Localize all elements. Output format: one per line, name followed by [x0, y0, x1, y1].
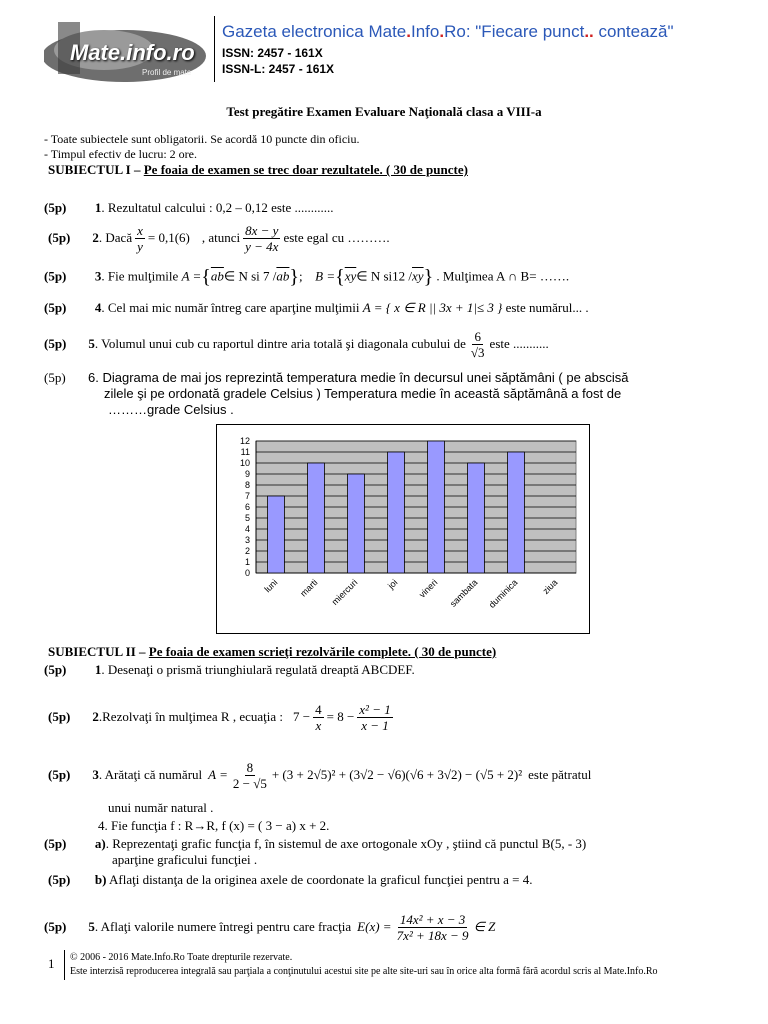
q6-line-1: 6. Diagrama de mai jos reprezintă temperatura medie în decursul unei săptămâni ( pe abscisă — [88, 370, 629, 385]
y-tick-label: 7 — [244, 491, 250, 501]
issn: ISSN: 2457 - 161X — [222, 46, 323, 60]
p5-post: ∈ Z — [473, 919, 496, 934]
problem-4a — [44, 836, 586, 852]
p2-pre: .Rezolvaţi în mulţimea R , ecuaţia : — [98, 709, 284, 724]
p2-fraction-1: $\frac{4}{x}$ — [315, 701, 322, 733]
y-tick-label: 8 — [244, 480, 250, 490]
p5-pre: . Aflaţi valorile numere întregi pentru care fracţia — [94, 919, 352, 934]
points-p5: (5p) — [44, 919, 67, 934]
question-1 — [44, 200, 334, 216]
y-tick-label: 6 — [244, 502, 250, 512]
title-dot1: . — [406, 22, 411, 41]
question-2 — [48, 218, 390, 258]
problem-1 — [44, 662, 415, 678]
q2-number: 2 — [92, 230, 99, 245]
p4a-line-2: aparţine graficului funcţiei . — [112, 852, 258, 867]
question-3: (5p) 3. Fie mulţimile $A =\{\overline{ab}\in$ N si 7 $/\overline{ab}$}; $B =\{\overline{xy}\in$ N si12 $/\overline{xy}$} . Mulţimea A ∩ B= ……. — [44, 266, 570, 288]
page-number: 1 — [48, 956, 55, 971]
subject-1-heading — [48, 162, 468, 178]
points-q2: (5p) — [48, 230, 71, 245]
p3-line-2: unui număr natural . — [108, 800, 214, 815]
q3-number: 3 — [94, 268, 102, 284]
title-ro: Ro — [444, 22, 466, 41]
logo-text: Mate.info.ro — [70, 40, 195, 65]
y-tick-label: 0 — [244, 568, 250, 578]
q6-line-2: zilele şi pe ordonată gradele Celsius ) Temperatura medie în această săptămână a fost de — [104, 386, 622, 401]
problem-5 — [44, 906, 495, 948]
q3-set-a: ∈ N si 7 / — [223, 268, 277, 284]
q2-fraction-expr: $\frac{8x - y}{y - 4x}$ — [245, 222, 279, 254]
q4-pre: . Cel mai mic număr întreg care aparţine mulţimii — [101, 300, 360, 315]
q4-number: 4 — [94, 300, 102, 315]
q2-post: este egal cu ………. — [283, 230, 390, 245]
q6-line-3: ………grade Celsius . — [108, 402, 234, 417]
p1-number: 1 — [94, 662, 102, 677]
p4-heading: 4. Fie funcţia f : R→R, f (x) = ( 3 − a) x + 2. — [98, 818, 330, 833]
q1-number: 1 — [94, 200, 102, 215]
header-title — [222, 22, 674, 42]
subject-2-title: Pe foaia de examen scrieţi rezolvările complete. ( 30 de puncte) — [148, 644, 497, 659]
doc-title: Test pregătire Examen Evaluare Naţională clasa a VIII-a — [226, 104, 542, 119]
temperature-bar-chart — [216, 424, 590, 634]
y-tick-label: 10 — [239, 458, 250, 468]
points-q3: (5p) — [44, 268, 67, 284]
q3-a-label: A = — [181, 268, 202, 284]
p5-fraction: $\frac{\text{14x² + x − 3}}{\text{7x² + 18x − 9}}$ — [396, 911, 469, 943]
q5-fraction: $\frac{6}{√3}$ — [470, 328, 485, 360]
x-tick-label: ziua — [540, 577, 560, 597]
problem-2 — [48, 696, 396, 738]
q3-set-b: ∈ N si12 / — [356, 268, 413, 284]
q3-ab: $\overline{ab}$ — [210, 268, 224, 284]
bar-miercuri — [348, 474, 365, 573]
bar-joi — [388, 452, 405, 573]
p5-e-label: E(x) = — [357, 919, 392, 934]
y-tick-label: 11 — [240, 447, 250, 457]
points-p4a: (5p) — [44, 836, 67, 851]
points-q6: (5p) — [44, 370, 66, 385]
title-part2: : "Fiecare punct — [465, 22, 585, 41]
q3-post: . Mulţimea A ∩ B= ……. — [436, 268, 570, 284]
x-tick-label: duminica — [486, 577, 520, 610]
q3-xy: $\overline{xy}$ — [344, 268, 357, 284]
p4a-label: a) — [94, 836, 106, 851]
y-tick-label: 3 — [244, 535, 250, 545]
footer-copyright: © 2006 - 2016 Mate.Info.Ro Toate drepturile rezervate. — [70, 952, 293, 963]
q5-post: este ........... — [489, 336, 549, 351]
p5-number: 5 — [88, 919, 95, 934]
q5-pre: . Volumul unui cub cu raportul dintre aria totală şi diagonala cubului de — [94, 336, 466, 351]
q2-mid: , atunci — [201, 230, 241, 245]
x-tick-label: joi — [385, 577, 400, 591]
issn-l: ISSN-L: 2457 - 161X — [222, 62, 335, 76]
p2-fraction-2: $\frac{\text{x² − 1}}{x - 1}$ — [359, 701, 391, 733]
p3-a-label: A = — [208, 767, 228, 782]
x-tick-label: miercuri — [329, 577, 360, 608]
title-info: Info — [411, 22, 440, 41]
header-divider — [214, 16, 215, 82]
footer-divider — [64, 950, 65, 980]
p1-text: . Desenaţi o prismă triunghiulară regulată dreaptă ABCDEF. — [101, 662, 415, 677]
x-tick-label: marti — [298, 577, 320, 599]
footer-legal: Este interzisă reproducerea integrală sau parţiala a conţinutului acestui site pe alte site-uri sau în orice alta formă fără acordul scris al Mate.Info.Ro — [70, 966, 658, 977]
title-part3: contează" — [593, 22, 674, 41]
p2-lhs: 7 − — [293, 709, 311, 724]
y-tick-label: 4 — [244, 524, 250, 534]
q2-fraction-xy: $\frac{x}{y}$ — [137, 222, 143, 254]
subject-1-label: SUBIECTUL I – — [48, 162, 144, 177]
p3-fraction: $\frac{8}{2 - √5}$ — [232, 759, 267, 791]
p4b-label: b) — [94, 872, 107, 887]
q4-set: A = { x ∈ R || 3x + 1|≤ 3 } — [362, 300, 503, 315]
question-4 — [44, 300, 589, 316]
p4a-text: . Reprezentaţi grafic funcţia f, în sistemul de axe ortogonale xOy , ştiind că punctul B(5, - 3) — [105, 836, 587, 851]
points-p1: (5p) — [44, 662, 67, 677]
q1-text: . Rezultatul calcului : 0,2 – 0,12 este ............ — [101, 200, 334, 215]
subject-2-label: SUBIECTUL II – — [48, 644, 149, 659]
x-tick-label: luni — [262, 577, 280, 595]
p3-expr: + (3 + 2√5)² + (3√2 − √6)(√6 + 3√2) − (√5 + 2)² — [271, 767, 523, 782]
site-logo — [44, 16, 210, 82]
p2-mid: = 8 − — [326, 709, 355, 724]
points-q5: (5p) — [44, 336, 67, 351]
note-1: - Toate subiectele sunt obligatorii. Se acordă 10 puncte din oficiu. — [44, 132, 360, 146]
q5-number: 5 — [88, 336, 95, 351]
question-5 — [44, 324, 549, 364]
points-p2: (5p) — [48, 709, 71, 724]
q4-post: este numărul... . — [505, 300, 589, 315]
q2-pre: . Dacă — [98, 230, 133, 245]
p3-post: este pătratul — [528, 767, 592, 782]
points-q1: (5p) — [44, 200, 67, 215]
bar-duminica — [508, 452, 525, 573]
problem-3 — [48, 754, 591, 796]
q3-pre: . Fie mulţimile — [101, 268, 179, 284]
bar-marti — [308, 463, 325, 573]
q3-b-label: B = — [315, 268, 336, 284]
p2-number: 2 — [92, 709, 99, 724]
title-dot2: . — [439, 22, 445, 41]
p4b-text: Aflaţi distanţa de la originea axele de coordonate la graficul funcţiei pentru a = 4. — [109, 872, 533, 887]
bar-luni — [268, 496, 285, 573]
problem-4b — [48, 872, 533, 888]
y-tick-label: 9 — [244, 469, 250, 479]
subject-1-title: Pe foaia de examen se trec doar rezultatele. ( 30 de puncte) — [143, 162, 468, 177]
x-tick-label: sambata — [447, 577, 480, 609]
points-p4b: (5p) — [48, 872, 71, 887]
p3-pre: . Arătaţi că numărul — [98, 767, 203, 782]
y-tick-label: 12 — [239, 436, 250, 446]
y-tick-label: 5 — [244, 513, 250, 523]
subject-2-heading — [48, 644, 496, 660]
points-p3: (5p) — [48, 767, 71, 782]
y-tick-label: 2 — [244, 546, 250, 556]
note-2: - Timpul efectiv de lucru: 2 ore. — [44, 147, 197, 161]
title-part1: Gazeta electronica — [222, 22, 369, 41]
bar-vineri — [428, 441, 445, 573]
title-dots: .. — [584, 22, 594, 41]
logo-tagline: Profil de mate — [142, 68, 192, 77]
q2-eq: = 0,1(6) — [147, 230, 190, 245]
p3-number: 3 — [92, 767, 99, 782]
x-tick-label: vineri — [417, 577, 440, 600]
y-tick-label: 1 — [244, 557, 250, 567]
points-q4: (5p) — [44, 300, 67, 315]
bar-sambata — [468, 463, 485, 573]
title-mate: Mate — [368, 22, 407, 41]
